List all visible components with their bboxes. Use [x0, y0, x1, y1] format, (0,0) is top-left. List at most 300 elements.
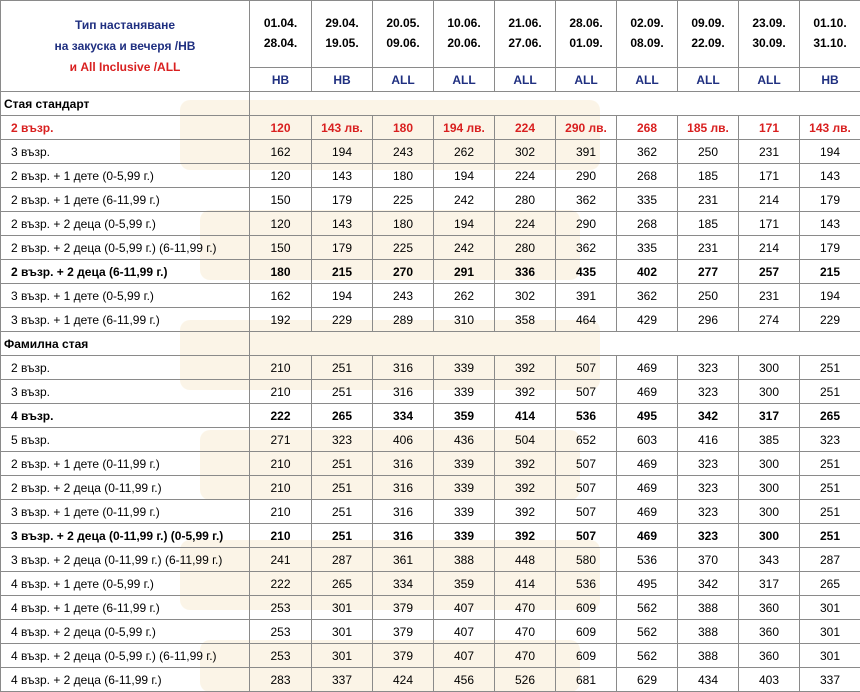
price-cell: 194 лв. — [434, 116, 495, 140]
price-cell: 192 — [250, 308, 312, 332]
price-cell: 283 — [250, 668, 312, 692]
price-cell: 265 — [800, 572, 860, 596]
price-cell: 171 — [739, 116, 800, 140]
price-cell: 194 — [434, 212, 495, 236]
price-cell: 268 — [617, 212, 678, 236]
header-dates-row — [1, 1, 860, 68]
price-cell: 358 — [495, 308, 556, 332]
period-from: 29.04. — [325, 16, 359, 30]
price-cell: 536 — [617, 548, 678, 572]
price-cell: 214 — [739, 236, 800, 260]
price-cell: 302 — [495, 140, 556, 164]
section-title: Стая стандарт — [1, 92, 250, 116]
price-cell: 562 — [617, 644, 678, 668]
price-cell: 291 — [434, 260, 495, 284]
period-dates — [312, 1, 373, 68]
price-cell: 316 — [373, 476, 434, 500]
price-cell: 469 — [617, 500, 678, 524]
price-cell: 507 — [556, 380, 617, 404]
period-to: 31.10. — [813, 36, 847, 50]
price-cell: 300 — [739, 476, 800, 500]
price-cell: 507 — [556, 476, 617, 500]
price-cell: 251 — [800, 524, 860, 548]
price-cell: 251 — [312, 356, 373, 380]
title-line-1: Тип настаняване — [74, 17, 176, 32]
row-label: 2 възр. — [1, 356, 250, 380]
price-cell: 495 — [617, 572, 678, 596]
price-cell: 337 — [312, 668, 373, 692]
price-cell: 301 — [800, 620, 860, 644]
price-cell: 323 — [678, 500, 739, 524]
row-label: 3 възр. — [1, 140, 250, 164]
row-label: 4 възр. + 2 деца (6-11,99 г.) — [1, 668, 250, 692]
table-row — [1, 428, 860, 452]
price-cell: 316 — [373, 500, 434, 524]
period-from: 23.09. — [752, 16, 786, 30]
price-cell: 210 — [250, 476, 312, 500]
period-to: 01.09. — [569, 36, 603, 50]
price-cell: 268 — [617, 164, 678, 188]
period-from: 02.09. — [630, 16, 664, 30]
price-cell: 526 — [495, 668, 556, 692]
price-cell: 143 — [312, 164, 373, 188]
price-cell: 265 — [312, 572, 373, 596]
price-cell: 270 — [373, 260, 434, 284]
price-cell: 388 — [434, 548, 495, 572]
price-cell: 536 — [556, 404, 617, 428]
price-cell: 162 — [250, 284, 312, 308]
price-cell: 222 — [250, 404, 312, 428]
price-cell: 179 — [312, 188, 373, 212]
price-cell: 290 — [556, 212, 617, 236]
table-row — [1, 596, 860, 620]
period-dates — [556, 1, 617, 68]
price-cell: 392 — [495, 524, 556, 548]
price-cell: 335 — [617, 236, 678, 260]
price-cell: 251 — [800, 452, 860, 476]
price-cell: 339 — [434, 356, 495, 380]
price-cell: 317 — [739, 404, 800, 428]
price-cell: 456 — [434, 668, 495, 692]
price-cell: 448 — [495, 548, 556, 572]
row-label: 4 възр. + 2 деца (0-5,99 г.) — [1, 620, 250, 644]
price-cell: 407 — [434, 644, 495, 668]
row-label: 4 възр. + 1 дете (0-5,99 г.) — [1, 572, 250, 596]
price-cell: 416 — [678, 428, 739, 452]
price-cell: 359 — [434, 572, 495, 596]
meal-type: ALL — [373, 68, 434, 92]
period-dates — [495, 1, 556, 68]
table-row — [1, 524, 860, 548]
row-label: 3 възр. + 1 дете (0-5,99 г.) — [1, 284, 250, 308]
price-cell: 120 — [250, 116, 312, 140]
price-cell: 316 — [373, 452, 434, 476]
price-cell: 280 — [495, 188, 556, 212]
price-cell: 251 — [800, 356, 860, 380]
period-dates — [617, 1, 678, 68]
price-cell: 392 — [495, 356, 556, 380]
row-label: 4 възр. + 2 деца (0-5,99 г.) (6-11,99 г.) — [1, 644, 250, 668]
period-to: 08.09. — [630, 36, 664, 50]
price-cell: 337 — [800, 668, 860, 692]
price-cell: 562 — [617, 620, 678, 644]
price-cell: 392 — [495, 380, 556, 404]
price-cell: 407 — [434, 596, 495, 620]
price-cell: 334 — [373, 404, 434, 428]
price-cell: 414 — [495, 572, 556, 596]
price-cell: 180 — [373, 116, 434, 140]
price-cell: 323 — [678, 476, 739, 500]
table-row — [1, 164, 860, 188]
price-cell: 162 — [250, 140, 312, 164]
price-cell: 379 — [373, 644, 434, 668]
price-cell: 251 — [800, 476, 860, 500]
price-cell: 362 — [556, 188, 617, 212]
meal-type: ALL — [678, 68, 739, 92]
price-cell: 229 — [800, 308, 860, 332]
price-cell: 603 — [617, 428, 678, 452]
price-cell: 470 — [495, 620, 556, 644]
period-dates — [434, 1, 495, 68]
price-cell: 150 — [250, 236, 312, 260]
price-cell: 242 — [434, 188, 495, 212]
price-cell: 388 — [678, 596, 739, 620]
price-cell: 179 — [800, 188, 860, 212]
price-cell: 143 — [800, 212, 860, 236]
price-cell: 287 — [800, 548, 860, 572]
price-cell: 215 — [312, 260, 373, 284]
price-cell: 251 — [312, 500, 373, 524]
price-cell: 300 — [739, 380, 800, 404]
price-cell: 224 — [495, 164, 556, 188]
price-cell: 391 — [556, 140, 617, 164]
price-cell: 253 — [250, 620, 312, 644]
price-cell: 342 — [678, 404, 739, 428]
price-cell: 214 — [739, 188, 800, 212]
row-label: 3 възр. + 1 дете (0-11,99 г.) — [1, 500, 250, 524]
price-cell: 339 — [434, 452, 495, 476]
table-title — [1, 1, 250, 92]
table-row — [1, 284, 860, 308]
price-cell: 215 — [800, 260, 860, 284]
price-cell: 231 — [739, 140, 800, 164]
meal-type: ALL — [495, 68, 556, 92]
price-cell: 171 — [739, 164, 800, 188]
price-cell: 334 — [373, 572, 434, 596]
price-cell: 469 — [617, 524, 678, 548]
price-cell: 316 — [373, 380, 434, 404]
price-cell: 180 — [373, 164, 434, 188]
price-cell: 300 — [739, 452, 800, 476]
price-cell: 143 лв. — [312, 116, 373, 140]
table-row — [1, 140, 860, 164]
price-cell: 265 — [800, 404, 860, 428]
price-cell: 300 — [739, 500, 800, 524]
period-to: 28.04. — [263, 36, 298, 50]
price-cell: 343 — [739, 548, 800, 572]
price-cell: 362 — [617, 284, 678, 308]
price-cell: 210 — [250, 452, 312, 476]
price-cell: 470 — [495, 644, 556, 668]
price-cell: 290 — [556, 164, 617, 188]
table-row — [1, 188, 860, 212]
period-to: 30.09. — [752, 36, 786, 50]
price-cell: 424 — [373, 668, 434, 692]
price-cell: 310 — [434, 308, 495, 332]
price-cell: 185 — [678, 164, 739, 188]
price-cell: 268 — [617, 116, 678, 140]
table-row — [1, 500, 860, 524]
price-cell: 339 — [434, 524, 495, 548]
price-cell: 435 — [556, 260, 617, 284]
price-cell: 339 — [434, 500, 495, 524]
row-label: 2 възр. + 2 деца (0-11,99 г.) — [1, 476, 250, 500]
price-cell: 262 — [434, 284, 495, 308]
period-to: 19.05. — [325, 36, 359, 50]
price-cell: 507 — [556, 452, 617, 476]
price-cell: 360 — [739, 596, 800, 620]
price-cell: 342 — [678, 572, 739, 596]
price-cell: 143 — [800, 164, 860, 188]
price-cell: 251 — [312, 380, 373, 404]
price-cell: 609 — [556, 620, 617, 644]
price-cell: 224 — [495, 212, 556, 236]
price-cell: 385 — [739, 428, 800, 452]
price-cell: 243 — [373, 140, 434, 164]
period-to: 09.06. — [386, 36, 420, 50]
price-cell: 323 — [312, 428, 373, 452]
price-cell: 429 — [617, 308, 678, 332]
price-cell: 323 — [678, 452, 739, 476]
price-cell: 336 — [495, 260, 556, 284]
price-cell: 507 — [556, 500, 617, 524]
period-from: 21.06. — [508, 16, 542, 30]
price-cell: 362 — [617, 140, 678, 164]
table-row — [1, 620, 860, 644]
price-cell: 143 — [312, 212, 373, 236]
price-cell: 360 — [739, 644, 800, 668]
price-cell: 300 — [739, 524, 800, 548]
period-from: 28.06. — [569, 16, 603, 30]
price-cell: 407 — [434, 620, 495, 644]
price-cell: 495 — [617, 404, 678, 428]
price-cell: 251 — [312, 524, 373, 548]
row-label: 4 възр. — [1, 404, 250, 428]
price-cell: 250 — [678, 284, 739, 308]
price-cell: 120 — [250, 164, 312, 188]
price-cell: 274 — [739, 308, 800, 332]
period-dates — [739, 1, 800, 68]
price-cell: 210 — [250, 524, 312, 548]
table-row — [1, 572, 860, 596]
price-cell: 302 — [495, 284, 556, 308]
price-cell: 250 — [678, 140, 739, 164]
price-cell: 469 — [617, 452, 678, 476]
table-row — [1, 236, 860, 260]
price-cell: 185 лв. — [678, 116, 739, 140]
period-dates — [678, 1, 739, 68]
meal-type: ALL — [434, 68, 495, 92]
table-row — [1, 452, 860, 476]
row-label: 4 възр. + 1 дете (6-11,99 г.) — [1, 596, 250, 620]
row-label: 2 възр. + 2 деца (6-11,99 г.) — [1, 260, 250, 284]
price-cell: 265 — [312, 404, 373, 428]
price-cell: 392 — [495, 452, 556, 476]
price-cell: 406 — [373, 428, 434, 452]
price-cell: 507 — [556, 524, 617, 548]
price-cell: 143 лв. — [800, 116, 860, 140]
meal-type: НВ — [250, 68, 312, 92]
price-cell: 469 — [617, 380, 678, 404]
period-to: 22.09. — [691, 36, 725, 50]
section-row — [1, 332, 860, 356]
price-cell: 323 — [678, 356, 739, 380]
price-cell: 222 — [250, 572, 312, 596]
price-cell: 507 — [556, 356, 617, 380]
table-row — [1, 260, 860, 284]
row-label: 3 възр. — [1, 380, 250, 404]
price-cell: 224 — [495, 116, 556, 140]
price-cell: 271 — [250, 428, 312, 452]
price-cell: 194 — [434, 164, 495, 188]
price-cell: 210 — [250, 356, 312, 380]
section-blank — [250, 332, 860, 356]
price-cell: 379 — [373, 620, 434, 644]
price-cell: 277 — [678, 260, 739, 284]
price-cell: 317 — [739, 572, 800, 596]
price-cell: 388 — [678, 620, 739, 644]
price-cell: 287 — [312, 548, 373, 572]
period-from: 01.04. — [263, 16, 298, 30]
price-cell: 289 — [373, 308, 434, 332]
price-cell: 180 — [250, 260, 312, 284]
price-cell: 469 — [617, 356, 678, 380]
price-cell: 242 — [434, 236, 495, 260]
table-row — [1, 548, 860, 572]
price-cell: 243 — [373, 284, 434, 308]
price-cell: 339 — [434, 476, 495, 500]
price-cell: 470 — [495, 596, 556, 620]
price-cell: 391 — [556, 284, 617, 308]
price-cell: 316 — [373, 524, 434, 548]
price-cell: 210 — [250, 380, 312, 404]
price-cell: 262 — [434, 140, 495, 164]
price-cell: 194 — [800, 140, 860, 164]
price-cell: 150 — [250, 188, 312, 212]
price-cell: 629 — [617, 668, 678, 692]
period-dates — [800, 1, 860, 68]
price-cell: 210 — [250, 500, 312, 524]
row-label: 2 възр. + 1 дете (0-11,99 г.) — [1, 452, 250, 476]
price-cell: 360 — [739, 620, 800, 644]
table-row — [1, 644, 860, 668]
price-cell: 323 — [678, 524, 739, 548]
row-label: 2 възр. + 2 деца (0-5,99 г.) (6-11,99 г.) — [1, 236, 250, 260]
table-row — [1, 380, 860, 404]
meal-type: НВ — [312, 68, 373, 92]
price-cell: 225 — [373, 236, 434, 260]
price-cell: 180 — [373, 212, 434, 236]
price-cell: 251 — [800, 500, 860, 524]
row-label: 3 възр. + 2 деца (0-11,99 г.) (6-11,99 г.) — [1, 548, 250, 572]
period-from: 20.05. — [386, 16, 420, 30]
price-cell: 361 — [373, 548, 434, 572]
price-cell: 251 — [312, 452, 373, 476]
table-row — [1, 356, 860, 380]
price-cell: 392 — [495, 500, 556, 524]
price-cell: 339 — [434, 380, 495, 404]
price-cell: 290 лв. — [556, 116, 617, 140]
price-cell: 403 — [739, 668, 800, 692]
row-label: 2 възр. + 1 дете (6-11,99 г.) — [1, 188, 250, 212]
price-cell: 171 — [739, 212, 800, 236]
price-cell: 316 — [373, 356, 434, 380]
price-cell: 464 — [556, 308, 617, 332]
meal-type: ALL — [739, 68, 800, 92]
table-row — [1, 212, 860, 236]
price-cell: 231 — [678, 188, 739, 212]
price-cell: 194 — [312, 140, 373, 164]
price-cell: 335 — [617, 188, 678, 212]
price-cell: 179 — [312, 236, 373, 260]
price-cell: 251 — [312, 476, 373, 500]
period-from: 01.10. — [813, 16, 847, 30]
row-label: 5 възр. — [1, 428, 250, 452]
meal-type: ALL — [617, 68, 678, 92]
price-cell: 434 — [678, 668, 739, 692]
price-cell: 231 — [739, 284, 800, 308]
price-cell: 323 — [678, 380, 739, 404]
price-cell: 301 — [312, 596, 373, 620]
price-cell: 609 — [556, 596, 617, 620]
period-dates — [250, 1, 312, 68]
row-label: 2 възр. + 2 деца (0-5,99 г.) — [1, 212, 250, 236]
section-row — [1, 92, 860, 116]
row-label: 3 възр. + 1 дете (6-11,99 г.) — [1, 308, 250, 332]
price-cell: 504 — [495, 428, 556, 452]
price-cell: 301 — [312, 620, 373, 644]
price-cell: 652 — [556, 428, 617, 452]
price-cell: 301 — [800, 644, 860, 668]
price-cell: 388 — [678, 644, 739, 668]
table-row — [1, 116, 860, 140]
price-cell: 323 — [800, 428, 860, 452]
price-cell: 300 — [739, 356, 800, 380]
price-cell: 194 — [800, 284, 860, 308]
price-cell: 301 — [312, 644, 373, 668]
price-cell: 370 — [678, 548, 739, 572]
price-cell: 536 — [556, 572, 617, 596]
title-line-2: на закуска и вечеря /НВ — [54, 38, 196, 53]
price-cell: 241 — [250, 548, 312, 572]
price-cell: 194 — [312, 284, 373, 308]
price-cell: 436 — [434, 428, 495, 452]
price-cell: 379 — [373, 596, 434, 620]
meal-type: ALL — [556, 68, 617, 92]
table-row — [1, 308, 860, 332]
price-cell: 580 — [556, 548, 617, 572]
price-cell: 257 — [739, 260, 800, 284]
period-to: 20.06. — [447, 36, 481, 50]
price-cell: 402 — [617, 260, 678, 284]
price-cell: 253 — [250, 596, 312, 620]
price-cell: 609 — [556, 644, 617, 668]
price-cell: 414 — [495, 404, 556, 428]
price-cell: 296 — [678, 308, 739, 332]
table-row — [1, 668, 860, 692]
meal-type: НВ — [800, 68, 860, 92]
table-row — [1, 476, 860, 500]
